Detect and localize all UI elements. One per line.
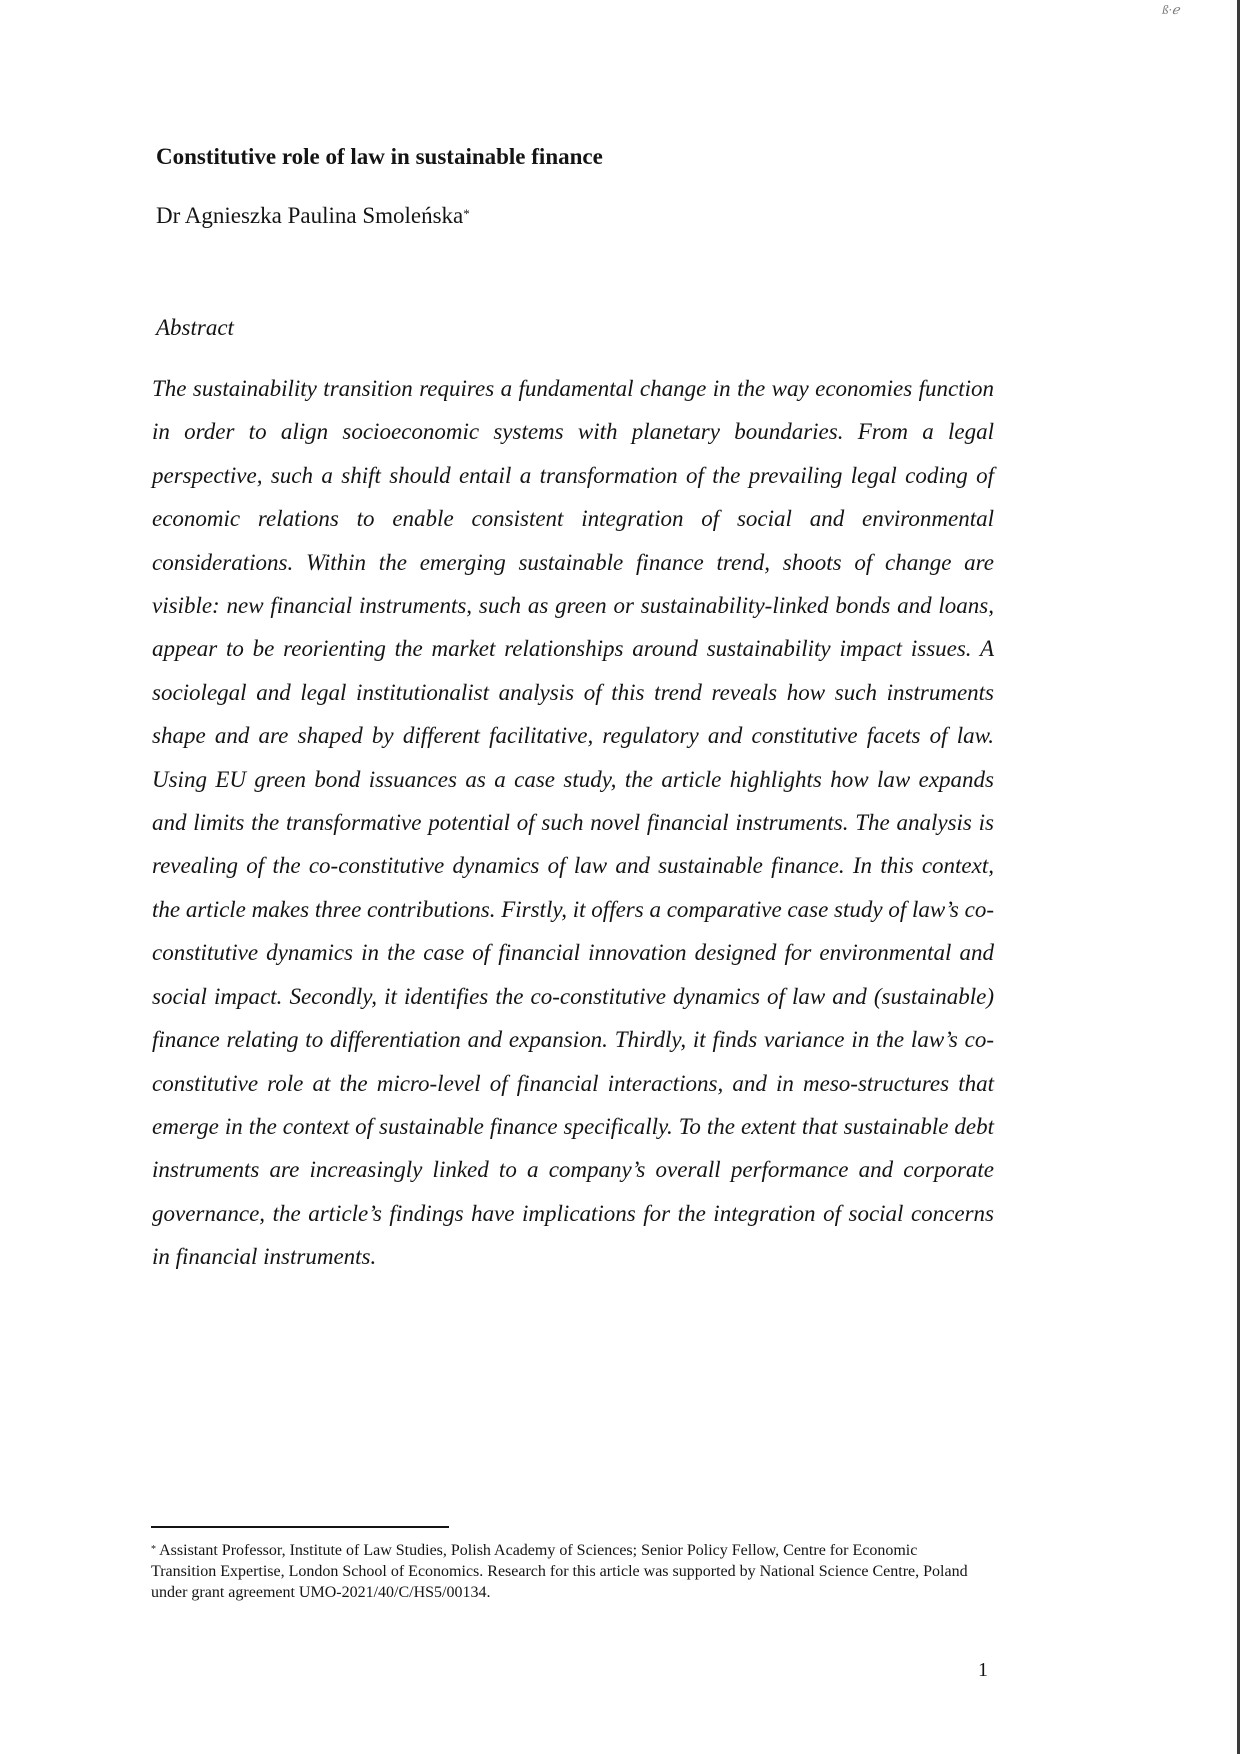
author-line (156, 201, 470, 231)
abstract-heading: Abstract (156, 315, 234, 340)
author-footnote-marker: * (463, 206, 470, 221)
footnote (151, 1540, 981, 1603)
paper-title: Constitutive role of law in sustainable finance (156, 144, 603, 169)
footnote-text: Assistant Professor, Institute of Law Studies, Polish Academy of Sciences; Senior Policy Fellow, Centre for Economic Transition Expertise, London School of Economics. Research for this article was supported by National Science Centre, Poland under grant agreement UMO-2021/40/C/HS5/00134. (151, 1542, 968, 1601)
handwritten-mark: ß·ℯ (1162, 2, 1180, 17)
footnote-divider (151, 1526, 449, 1528)
abstract-text: The sustainability transition requires a fundamental change in the way economies function in order to align socioeconomic systems with planetary boundaries. From a legal perspective, such a shift should entail a transformation of the prevailing legal coding of economic relations to enable consistent integration of social and environmental considerations. Within the emerging sustainable finance trend, shoots of change are visible: new financial instruments, such as green or sustainability-linked bonds and loans, appear to be reorienting the market relationships around sustainability impact issues. A sociolegal and legal institutionalist analysis of this trend reveals how such instruments shape and are shaped by different facilitative, regulatory and constitutive facets of law. Using EU green bond issuances as a case study, the article highlights how law expands and limits the transformative potential of such novel financial instruments. The analysis is revealing of the co-constitutive dynamics of law and sustainable finance. In this context, the article makes three contributions. Firstly, it offers a comparative case study of law’s co-constitutive dynamics in the case of financial innovation designed for environmental and social impact. Secondly, it identifies the co-constitutive dynamics of law and (sustainable) finance relating to differentiation and expansion. Thirdly, it finds variance in the law’s co-constitutive role at the micro-level of financial interactions, and in meso-structures that emerge in the context of sustainable finance specifically. To the extent that sustainable debt instruments are increasingly linked to a company’s overall performance and corporate governance, the article’s findings have implications for the integration of social concerns in financial instruments. (152, 376, 994, 1270)
author-name: Dr Agnieszka Paulina Smoleńska (156, 203, 464, 228)
footnote-marker: * (151, 1544, 156, 1555)
page-number: 1 (978, 1659, 988, 1681)
